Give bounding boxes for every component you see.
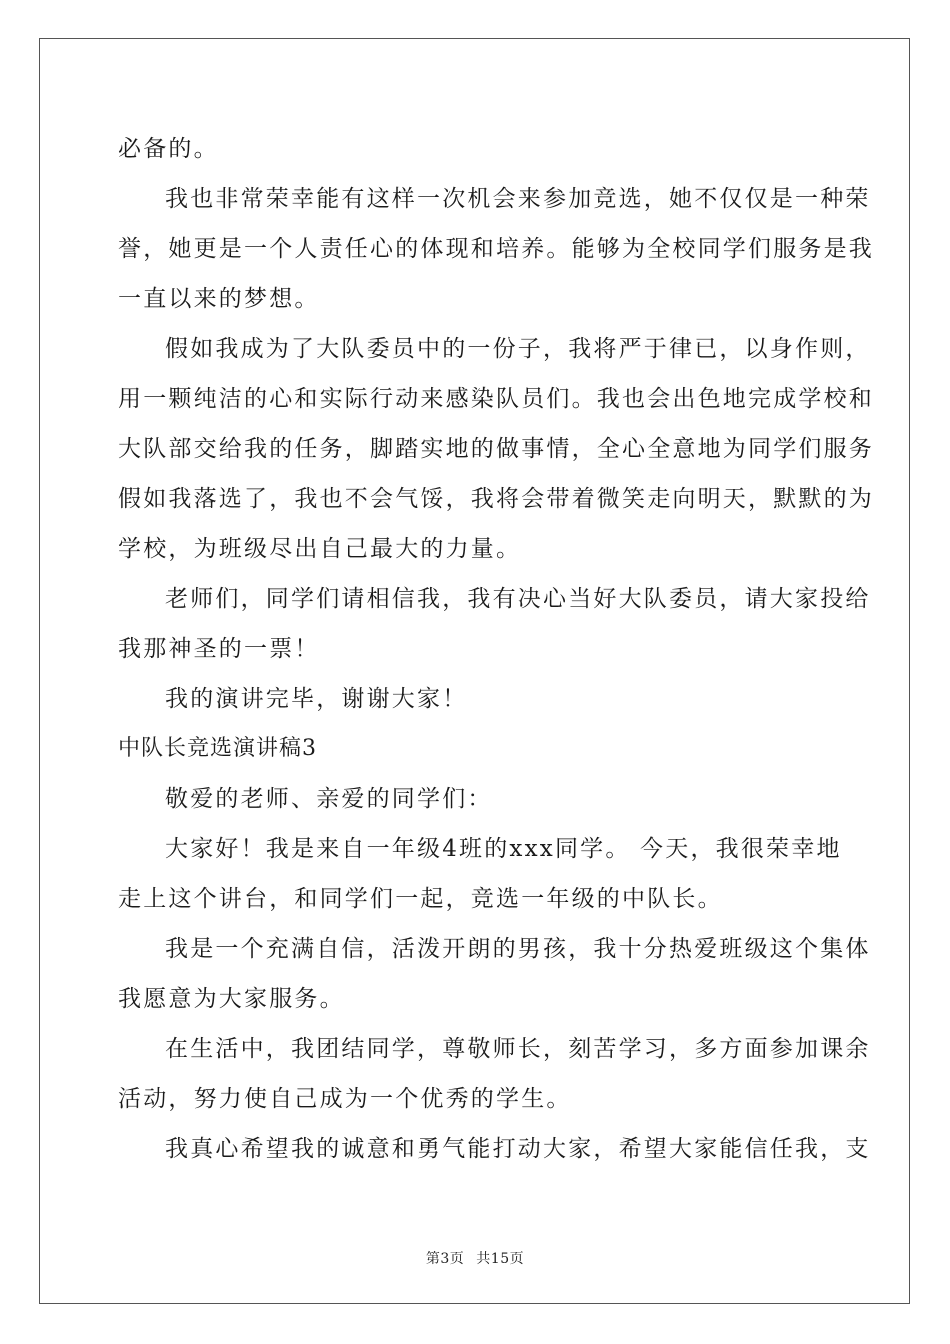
paragraph-start: 老师们，同学们请相信我，我有决心当好大队委员，请大家投给 [165,586,871,612]
paragraph-start: 在生活中，我团结同学，尊敬师长，刻苦学习，多方面参加课余 [165,1036,871,1062]
page-frame [39,38,910,1304]
salutation: 敬爱的老师、亲爱的同学们： [165,786,493,812]
text-line: 假如我落选了，我也不会气馁，我将会带着微笑走向明天，默默的为 [118,486,874,512]
text-line: 我那神圣的一票！ [118,636,320,662]
page-total: 共15页 [476,1251,525,1267]
text-line: 大队部交给我的任务，脚踏实地的做事情，全心全意地为同学们服务 [118,436,874,462]
paragraph-start: 假如我成为了大队委员中的一份子，我将严于律已，以身作则， [165,336,871,362]
paragraph-start: 我真心希望我的诚意和勇气能打动大家，希望大家能信任我，支 [165,1136,871,1162]
paragraph-start: 我是一个充满自信，活泼开朗的男孩，我十分热爱班级这个集体 [165,936,871,962]
text-line: 必备的。 [118,136,219,162]
section-heading: 中队长竞选演讲稿3 [118,736,317,761]
text-line: 誉，她更是一个人责任心的体现和培养。能够为全校同学们服务是我 [118,236,874,262]
paragraph-start: 我也非常荣幸能有这样一次机会来参加竞选，她不仅仅是一种荣 [165,186,871,212]
paragraph-start: 我的演讲完毕，谢谢大家！ [165,686,468,712]
page-footer [0,1248,950,1268]
text-line: 走上这个讲台，和同学们一起，竞选一年级的中队长。 [118,886,723,912]
paragraph-start: 大家好！我是来自一年级4班的xxx同学。 今天，我很荣幸地 [165,836,842,862]
text-line: 活动，努力使自己成为一个优秀的学生。 [118,1086,572,1112]
text-line: 学校，为班级尽出自己最大的力量。 [118,536,522,562]
text-line: 用一颗纯洁的心和实际行动来感染队员们。我也会出色地完成学校和 [118,386,874,412]
text-line: 一直以来的梦想。 [118,286,320,312]
page-number: 第3页 [425,1251,465,1267]
text-line: 我愿意为大家服务。 [118,986,345,1012]
